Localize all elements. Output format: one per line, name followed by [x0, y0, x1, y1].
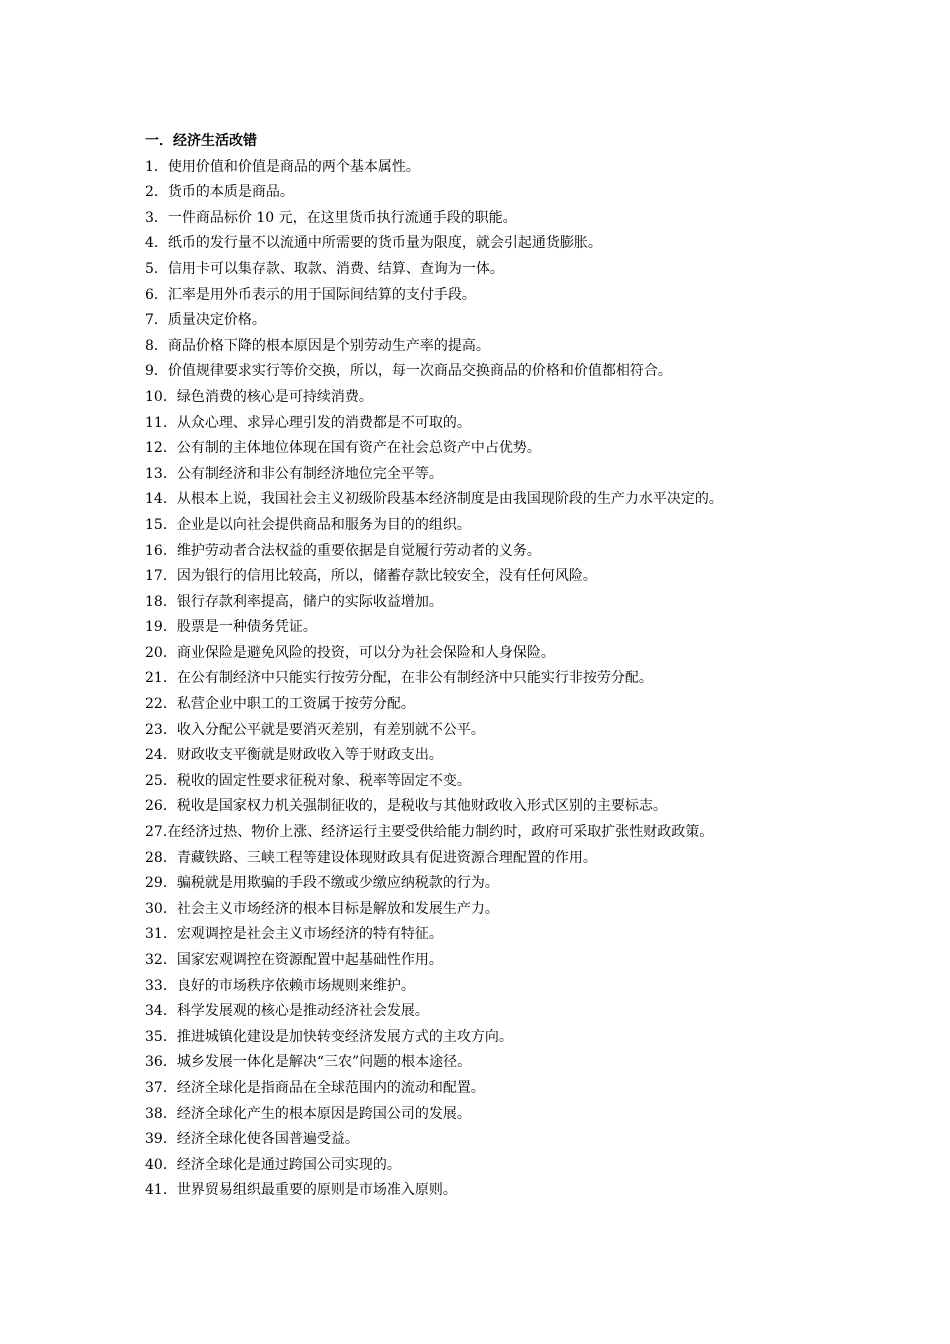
item-number: 37． — [145, 1079, 177, 1096]
item-text: 信用卡可以集存款、取款、消费、结算、查询为一体。 — [167, 260, 504, 277]
item-number: 32． — [145, 952, 177, 968]
item-number: 39． — [145, 1131, 177, 1148]
list-item — [145, 615, 845, 641]
item-text: 良好的市场秩序依赖市场规则来维护。 — [176, 977, 415, 994]
item-text: 经济全球化是通过跨国公司实现的。 — [176, 1156, 401, 1173]
list-item — [145, 411, 845, 437]
list-item — [145, 743, 845, 769]
list-item — [145, 436, 845, 462]
item-number: 20． — [145, 644, 177, 661]
list-item — [145, 308, 845, 334]
item-text: 股票是一种债务凭证。 — [176, 619, 317, 636]
item-text: 纸币的发行量不以流通中所需要的货币量为限度，就会引起通货膨胀。 — [167, 235, 602, 252]
item-text: 宏观调控是社会主义市场经济的特有特征。 — [176, 926, 443, 943]
item-number: 38． — [145, 1105, 177, 1122]
list-item — [145, 257, 845, 283]
item-text: 商品价格下降的根本原因是个别劳动生产率的提高。 — [167, 337, 490, 354]
item-number: 18． — [145, 593, 177, 610]
item-number: 4． — [145, 235, 168, 252]
item-number: 24． — [145, 747, 177, 764]
item-text: 维护劳动者合法权益的重要依据是自觉履行劳动者的义务。 — [176, 542, 541, 559]
item-number: 23． — [145, 721, 177, 738]
item-number: 12． — [145, 440, 177, 457]
item-number: 26． — [145, 798, 177, 815]
item-number: 33． — [145, 977, 177, 994]
item-number: 27. — [145, 824, 168, 841]
list-item — [145, 974, 845, 1000]
list-item — [145, 539, 845, 565]
list-item — [145, 641, 845, 667]
item-number: 2． — [145, 184, 168, 201]
item-number: 40． — [145, 1156, 177, 1173]
item-text: 税收是国家权力机关强制征收的，是税收与其他财政收入形式区别的主要标志。 — [176, 798, 667, 815]
list-item — [145, 385, 845, 411]
item-number: 36． — [145, 1054, 177, 1071]
list-item — [145, 718, 845, 744]
item-number: 7． — [145, 312, 168, 329]
document-page — [145, 129, 845, 1204]
list-item — [145, 666, 845, 692]
item-list — [145, 155, 845, 1204]
item-number: 29． — [145, 875, 177, 892]
item-text: 使用价值和价值是商品的两个基本属性。 — [167, 158, 420, 175]
item-number: 6． — [145, 286, 168, 303]
item-text: 世界贸易组织最重要的原则是市场准入原则。 — [176, 1182, 457, 1199]
item-number: 22． — [145, 696, 177, 713]
item-number: 35． — [145, 1028, 177, 1045]
item-text: 税收的固定性要求征税对象、税率等固定不变。 — [176, 772, 471, 789]
item-text: 社会主义市场经济的根本目标是解放和发展生产力。 — [176, 900, 499, 917]
item-text: 经济全球化产生的根本原因是跨国公司的发展。 — [176, 1105, 471, 1122]
list-item — [145, 1127, 845, 1153]
item-text: 私营企业中职工的工资属于按劳分配。 — [176, 696, 415, 713]
list-item — [145, 1076, 845, 1102]
item-text: 公有制经济和非公有制经济地位完全平等。 — [176, 465, 443, 482]
item-text: 银行存款利率提高，储户的实际收益增加。 — [176, 593, 443, 610]
item-number: 10． — [145, 388, 177, 405]
list-item — [145, 155, 845, 181]
item-text: 在经济过热、物价上涨、经济运行主要受供给能力制约时，政府可采取扩张性财政政策。 — [167, 824, 714, 841]
item-number: 14． — [145, 491, 177, 508]
item-text: 从众心理、求异心理引发的消费都是不可取的。 — [176, 414, 471, 431]
item-number: 16． — [145, 542, 177, 559]
item-text: 一件商品标价 10 元，在这里货币执行流通手段的职能。 — [167, 209, 517, 226]
list-item — [145, 334, 845, 360]
list-item — [145, 1153, 845, 1179]
item-text: 价值规律要求实行等价交换，所以，每一次商品交换商品的价格和价值都相符合。 — [167, 363, 672, 380]
list-item — [145, 948, 845, 974]
list-item — [145, 564, 845, 590]
list-item — [145, 462, 845, 488]
list-item — [145, 283, 845, 309]
list-item — [145, 513, 845, 539]
list-item — [145, 206, 845, 232]
item-text: 质量决定价格。 — [167, 312, 266, 329]
list-item — [145, 590, 845, 616]
item-text: 骗税就是用欺骗的手段不缴或少缴应纳税款的行为。 — [176, 875, 499, 892]
list-item — [145, 871, 845, 897]
item-text: 绿色消费的核心是可持续消费。 — [176, 388, 373, 405]
item-text: 汇率是用外币表示的用于国际间结算的支付手段。 — [167, 286, 476, 303]
list-item — [145, 922, 845, 948]
item-number: 1． — [145, 158, 168, 175]
list-item — [145, 359, 845, 385]
item-text: 商业保险是避免风险的投资，可以分为社会保险和人身保险。 — [176, 644, 555, 661]
section-heading: 一．经济生活改错 — [145, 133, 257, 149]
item-number: 21． — [145, 670, 177, 687]
item-number: 31． — [145, 926, 177, 943]
item-text: 科学发展观的核心是推动经济社会发展。 — [176, 1003, 429, 1020]
list-item — [145, 846, 845, 872]
item-text: 在公有制经济中只能实行按劳分配，在非公有制经济中只能实行非按劳分配。 — [176, 670, 653, 687]
list-item — [145, 180, 845, 206]
list-item — [145, 1050, 845, 1076]
item-text: 推进城镇化建设是加快转变经济发展方式的主攻方向。 — [176, 1028, 513, 1045]
item-number: 28． — [145, 849, 177, 866]
list-item — [145, 231, 845, 257]
item-text: 因为银行的信用比较高，所以，储蓄存款比较安全，没有任何风险。 — [176, 568, 597, 585]
list-item — [145, 999, 845, 1025]
list-item — [145, 769, 845, 795]
item-number: 25． — [145, 772, 177, 789]
item-text: 公有制的主体地位体现在国有资产在社会总资产中占优势。 — [176, 440, 541, 457]
item-text: 城乡发展一体化是解决“三农”问题的根本途径。 — [176, 1054, 472, 1071]
item-text: 货币的本质是商品。 — [167, 184, 294, 201]
item-text: 经济全球化使各国普遍受益。 — [176, 1131, 359, 1148]
item-number: 13． — [145, 465, 177, 482]
item-text: 企业是以向社会提供商品和服务为目的的组织。 — [176, 516, 471, 533]
item-number: 8． — [145, 337, 168, 354]
item-number: 19． — [145, 619, 177, 636]
item-text: 青藏铁路、三峡工程等建设体现财政具有促进资源合理配置的作用。 — [176, 849, 597, 866]
list-item — [145, 1025, 845, 1051]
item-number: 5． — [145, 260, 168, 277]
item-text: 财政收支平衡就是财政收入等于财政支出。 — [176, 747, 443, 764]
item-text: 经济全球化是指商品在全球范围内的流动和配置。 — [176, 1079, 485, 1096]
item-text: 收入分配公平就是要消灭差别，有差别就不公平。 — [176, 721, 485, 738]
list-item — [145, 1178, 845, 1204]
list-item — [145, 692, 845, 718]
item-number: 41． — [145, 1182, 177, 1199]
item-text: 国家宏观调控在资源配置中起基础性作用。 — [176, 952, 443, 968]
item-text: 从根本上说，我国社会主义初级阶段基本经济制度是由我国现阶段的生产力水平决定的。 — [176, 491, 723, 508]
list-item — [145, 487, 845, 513]
item-number: 3． — [145, 209, 168, 226]
item-number: 17． — [145, 568, 177, 585]
item-number: 9． — [145, 363, 168, 380]
item-number: 34． — [145, 1003, 177, 1020]
item-number: 15． — [145, 516, 177, 533]
item-number: 30． — [145, 900, 177, 917]
list-item — [145, 1102, 845, 1128]
list-item — [145, 794, 845, 820]
item-number: 11． — [145, 414, 177, 431]
list-item — [145, 820, 845, 846]
list-item — [145, 897, 845, 923]
